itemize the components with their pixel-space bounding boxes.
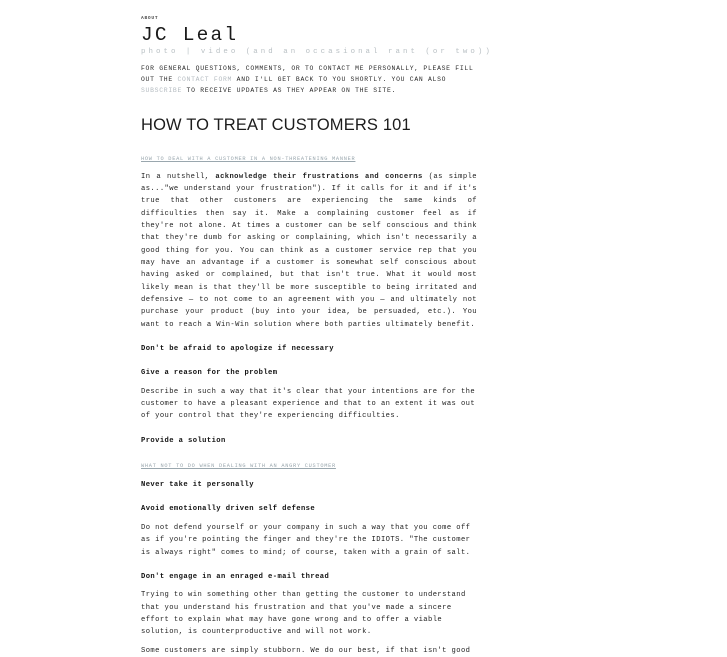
subscribe-link[interactable]: SUBSCRIBE: [141, 87, 182, 95]
intro-text-part-1: FOR GENERAL QUESTIONS, COMMENTS, OR TO CONTACT ME PERSONALLY, PLEASE FILL OUT THE: [141, 65, 474, 84]
content-column: [141, 0, 491, 657]
intro-text-part-2: AND I'LL GET BACK TO YOU SHORTLY. YOU CAN ALSO: [232, 76, 447, 84]
paragraph-1-emphasis: acknowledge their frustrations and concerns: [215, 172, 423, 181]
paragraph-1: [141, 171, 477, 331]
section-link-what-not-to-do[interactable]: WHAT NOT TO DO WHEN DEALING WITH AN ANGRY CUSTOMER: [141, 463, 336, 470]
paragraph-1-lead: In a nutshell,: [141, 172, 216, 181]
paragraph-3: Do not defend yourself or your company in such a way that you come off as if you're pointing the finger and they're the IDIOTS. "The customer is always right" comes to mind; of course, taken with a grain of salt.: [141, 523, 471, 557]
site-navigation: [141, 0, 491, 20]
subheading-provide-solution: Provide a solution: [141, 436, 226, 445]
paragraph-2: Describe in such a way that it's clear that your intentions are for the customer to have a pleasant experience and that to an extent it was out of your control that they're experiencing difficulties.: [141, 387, 476, 421]
intro-paragraph: [141, 63, 477, 97]
contact-form-link[interactable]: CONTACT FORM: [177, 76, 233, 84]
site-tagline: photo | video (and an occasional rant (or two)): [141, 48, 493, 56]
paragraph-5: Some customers are simply stubborn. We do our best, if that isn't good: [141, 646, 471, 655]
subheading-never-personally: Never take it personally: [141, 481, 254, 490]
site-title: JC Leal: [141, 24, 239, 46]
article-title: HOW TO TREAT CUSTOMERS 101: [141, 115, 411, 134]
section-link-how-to-deal[interactable]: HOW TO DEAL WITH A CUSTOMER IN A NON-THREATENING MANNER: [141, 155, 356, 162]
section-link-1-wrap: [141, 147, 491, 165]
nav-link-about[interactable]: ABOUT: [141, 16, 159, 21]
intro-text-part-3: TO RECEIVE UPDATES AS THEY APPEAR ON THE SITE.: [182, 87, 397, 95]
article: [141, 115, 491, 657]
subheading-give-reason: Give a reason for the problem: [141, 369, 278, 378]
paragraph-4: Trying to win something other than getting the customer to understand that you understand his frustration and that you've made a sincere effort to explain what may have gone wrong and to offer a viable solution, is counterproductive and will not work.: [141, 591, 466, 637]
subheading-email-thread: Don't engage in an enraged e-mail thread: [141, 572, 330, 581]
section-link-2-wrap: [141, 454, 491, 472]
paragraph-1-rest: (as simple as..."we understand your frustration"). If it calls for it and if it's true that other customers are experiencing the same kinds of difficulties then say it. Make a complaining customer feel as if they're not alone. At times a customer can be self conscious and think that they're dumb for asking or complaining, which isn't necessarily a good thing for you. You can think as a customer service rep that you may have an advantage if a customer is somewhat self conscious about having asked or complained, but that isn't true. What it would most likely mean is that they'll be more susceptible to being irritated and defensive — to not come to an agreement with you — and ultimately not purchase your product (buy into your idea, be persuaded, etc.). You want to reach a Win-Win solution where both parties ultimately benefit.: [141, 172, 477, 329]
subheading-avoid-self-defense: Avoid emotionally driven self defense: [141, 505, 316, 514]
subheading-apologize: Don't be afraid to apologize if necessary: [141, 345, 334, 354]
